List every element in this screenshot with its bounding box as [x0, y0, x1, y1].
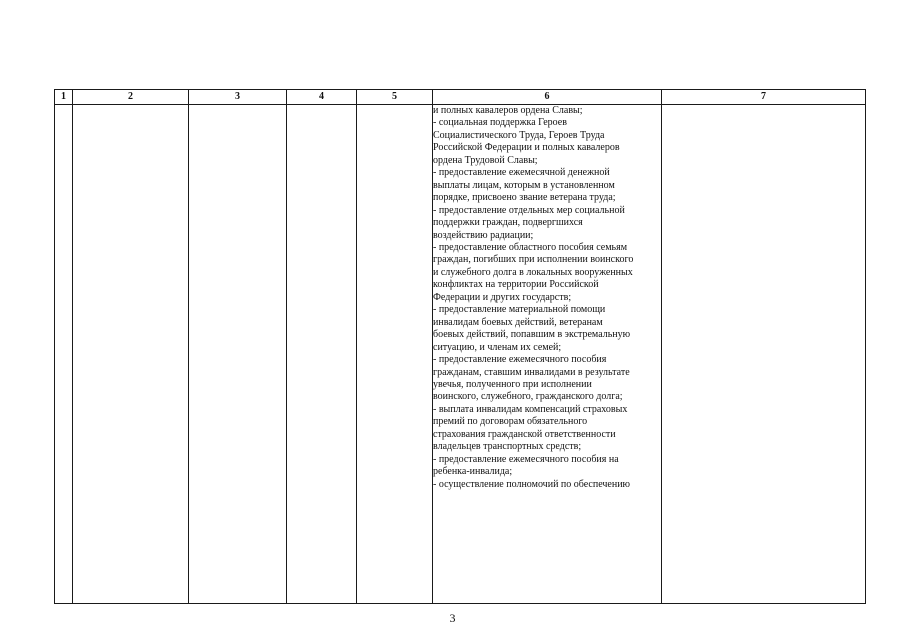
text-line: владельцев транспортных средств; [433, 441, 582, 453]
header-col-5: 5 [357, 90, 433, 105]
text-line: граждан, погибших при исполнении воинского [433, 254, 634, 266]
text-line: страхования гражданской ответственности [433, 428, 616, 440]
page-number: 3 [449, 611, 456, 625]
text-line: ребенка-инвалида; [433, 466, 513, 478]
cell-col-3 [189, 105, 287, 604]
cell-col-4 [287, 105, 357, 604]
text-line: - предоставление ежемесячного пособия [433, 354, 607, 366]
text-line: премий по договорам обязательного [433, 416, 588, 428]
text-line: и служебного долга в локальных вооруженных [433, 266, 633, 278]
text-line: - предоставление ежемесячного пособия на [433, 453, 619, 465]
text-line: конфликтах на территории Российской [433, 279, 599, 291]
text-line: Российской Федерации и полных кавалеров [433, 142, 620, 154]
table-row [55, 105, 866, 604]
text-line: порядке, присвоено звание ветерана труда; [433, 192, 616, 204]
text-line: - предоставление областного пособия семьям [433, 241, 628, 253]
cell-col-2 [73, 105, 189, 604]
header-col-2: 2 [73, 90, 189, 105]
document-table [54, 89, 866, 604]
header-col-7: 7 [662, 90, 866, 105]
header-col-6: 6 [433, 90, 662, 105]
cell-col-5 [357, 105, 433, 604]
text-line: - предоставление отдельных мер социальной [433, 204, 625, 216]
cell-col-6 [433, 105, 662, 604]
text-line: - социальная поддержка Героев [433, 117, 567, 129]
text-line: - предоставление ежемесячной денежной [433, 167, 610, 179]
text-line: поддержки граждан, подвергшихся [433, 217, 583, 229]
text-line: воинского, служебного, гражданского долга; [433, 391, 623, 403]
header-col-1: 1 [55, 90, 73, 105]
text-line: - выплата инвалидам компенсаций страховых [433, 403, 628, 415]
text-line: - предоставление материальной помощи [433, 304, 606, 316]
header-col-4: 4 [287, 90, 357, 105]
text-line: боевых действий, попавшим в экстремальную [433, 329, 631, 341]
text-line: увечья, полученного при исполнении [433, 378, 592, 390]
cell-col-7 [662, 105, 866, 604]
cell-col-1 [55, 105, 73, 604]
text-line: - осуществление полномочий по обеспечению [433, 478, 631, 490]
header-col-3: 3 [189, 90, 287, 105]
text-line: гражданам, ставшим инвалидами в результате [433, 366, 630, 378]
text-line: ситуацию, и членам их семей; [433, 341, 562, 353]
text-line: Социалистического Труда, Героев Труда [433, 129, 605, 141]
text-line: и полных кавалеров ордена Славы; [433, 105, 583, 116]
text-line: Федерации и других государств; [433, 291, 572, 303]
text-line: инвалидам боевых действий, ветеранам [433, 316, 603, 328]
text-line: выплаты лицам, которым в установленном [433, 179, 615, 191]
text-line: ордена Трудовой Славы; [433, 154, 538, 166]
text-line: воздействию радиации; [433, 229, 534, 241]
header-row [55, 90, 866, 105]
